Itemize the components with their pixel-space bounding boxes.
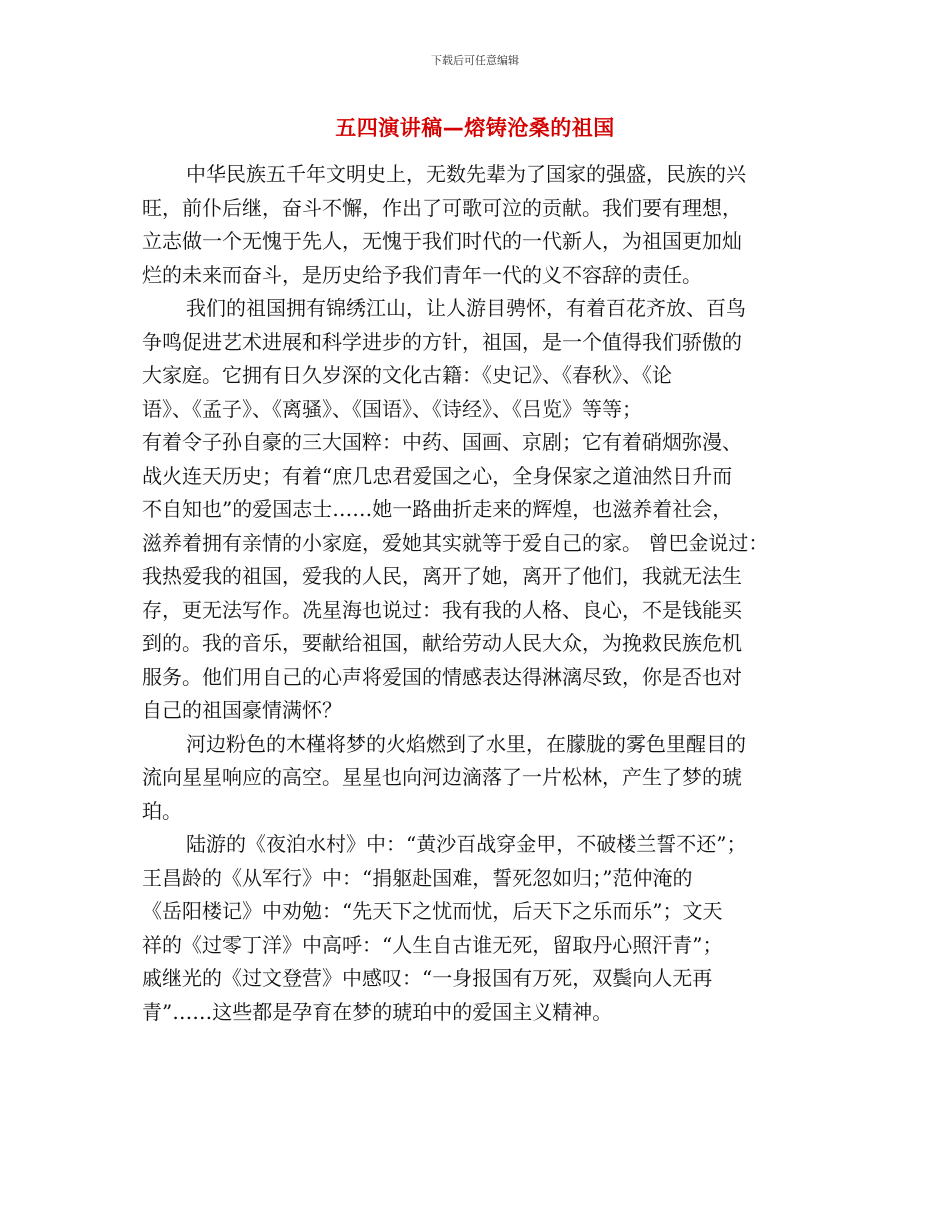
text-line: 服务。他们用自己的心声将爱国的情感表达得淋漓尽致，你是否也对	[142, 664, 742, 689]
text-line: 我们的祖国拥有锦绣江山，让人游目骋怀，有着百花齐放、百鸟	[186, 296, 746, 320]
text-line: 河边粉色的木槿将梦的火焰燃到了水里，在朦胧的雾色里醒目的	[186, 731, 746, 756]
text-line: 流向星星响应的高空。星星也向河边滴落了一片松林，产生了梦的琥	[142, 765, 742, 789]
text-line: 王昌龄的《从军行》中：“捐躯赴国难，誓死忽如归；”范仲淹的	[142, 865, 693, 890]
text-line: 大家庭。它拥有日久岁深的文化古籍：《史记》、《春秋》、《论	[142, 363, 672, 387]
text-line: 陆游的《夜泊水村》中：“黄沙百战穿金甲，不破楼兰誓不还”；	[186, 832, 747, 856]
text-line: 语》、《孟子》、《离骚》、《国语》、《诗经》、《吕览》等等；	[142, 396, 642, 421]
paragraph-3	[142, 728, 822, 829]
text-line: 我热爱我的祖国，爱我的人民，离开了她，离开了他们，我就无法生	[142, 564, 742, 588]
text-line: 戚继光的《过文登营》中感叹：“一身报国有万死，双鬓向人无再	[142, 966, 713, 990]
text-line: 旺，前仆后继，奋斗不懈，作出了可歌可泣的贡献。我们要有理想，	[142, 195, 742, 220]
paragraph-2	[142, 292, 822, 728]
paragraph-4	[142, 828, 822, 1029]
text-line: 祥的《过零丁洋》中高呼：“人生自古谁无死，留取丹心照汗青”；	[142, 932, 723, 957]
text-line: 争鸣促进艺术进展和科学进步的方针，祖国，是一个值得我们骄傲的	[142, 329, 742, 354]
text-line: 有着令子孙自豪的三大国粹：中药、国画、京剧；它有着硝烟弥漫、	[142, 430, 742, 454]
page-header: 下载后可任意编辑	[431, 54, 519, 67]
text-line: 到的。我的音乐，要献给祖国，献给劳动人民大众，为挽救民族危机	[142, 631, 742, 655]
text-line: 立志做一个无愧于先人，无愧于我们时代的一代新人，为祖国更加灿	[142, 229, 742, 253]
text-line: 自己的祖国豪情满怀？	[142, 698, 342, 722]
text-line: 烂的未来而奋斗，是历史给予我们青年一代的义不容辞的责任。	[142, 262, 702, 287]
text-line: 不自知也”的爱国志士……她一路曲折走来的辉煌，也滋养着社会，	[142, 497, 733, 521]
text-line: 滋养着拥有亲情的小家庭，爱她其实就等于爱自己的家。 曾巴金说过：	[142, 530, 769, 555]
text-line: 存，更无法写作。冼星海也说过：我有我的人格、良心，不是钱能买	[142, 597, 742, 622]
text-line: 青”……这些都是孕育在梦的琥珀中的爱国主义精神。	[142, 999, 613, 1024]
document-title: 五四演讲稿—熔铸沧桑的祖国	[335, 116, 615, 140]
text-line: 珀。	[142, 798, 182, 823]
document-body	[142, 158, 822, 1029]
text-line: 战火连天历史；有着“庶几忠君爱国之心，全身保家之道油然日升而	[142, 463, 733, 488]
text-line: 中华民族五千年文明史上，无数先辈为了国家的强盛，民族的兴	[186, 162, 746, 186]
paragraph-1	[142, 158, 822, 292]
text-line: 《岳阳楼记》中劝勉：“先天下之忧而忧，后天下之乐而乐”；文天	[142, 899, 723, 923]
